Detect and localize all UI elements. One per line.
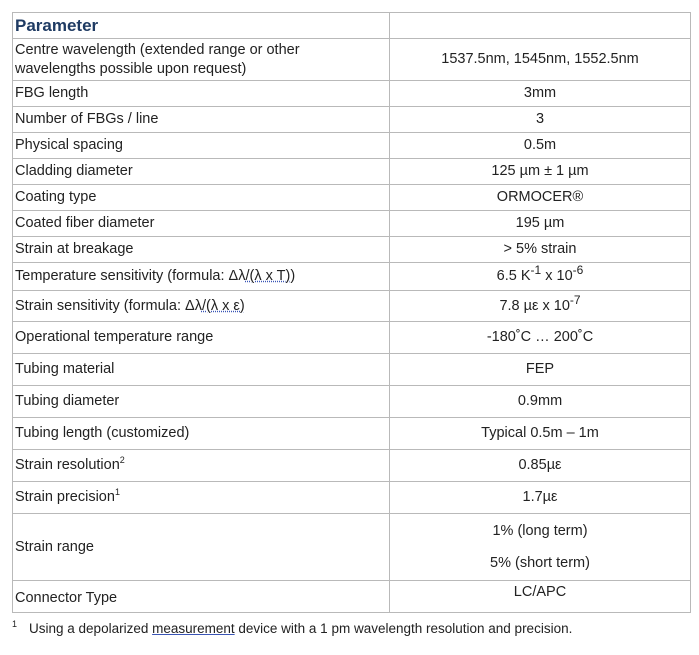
row-label: FBG length xyxy=(13,81,390,107)
header-value xyxy=(390,13,691,39)
row-label xyxy=(13,450,390,482)
footnote-text-before: Using a depolarized xyxy=(29,621,153,636)
row-label: Tubing material xyxy=(13,354,390,386)
table-row xyxy=(13,386,691,418)
row-label: Strain range xyxy=(13,514,390,581)
specification-table xyxy=(12,12,691,613)
row-value: 0.9mm xyxy=(390,386,691,418)
formula-prefix: Temperature sensitivity (formula: Δλ xyxy=(15,268,246,284)
row-label: Coating type xyxy=(13,185,390,211)
row-label xyxy=(13,291,390,322)
row-value: -180˚C … 200˚C xyxy=(390,322,691,354)
table-header-row xyxy=(13,13,691,39)
row-value: ORMOCER® xyxy=(390,185,691,211)
row-value xyxy=(390,263,691,291)
table-row xyxy=(13,450,691,482)
row-value: 0.85µε xyxy=(390,450,691,482)
row-value: FEP xyxy=(390,354,691,386)
table-row xyxy=(13,107,691,133)
row-label: Strain at breakage xyxy=(13,237,390,263)
row-value: LC/APC xyxy=(390,581,691,613)
row-label: Physical spacing xyxy=(13,133,390,159)
row-label xyxy=(13,39,390,81)
range-short-term: 5% (short term) xyxy=(490,554,590,571)
row-value xyxy=(390,291,691,322)
table-row xyxy=(13,185,691,211)
row-value: 1537.5nm, 1545nm, 1552.5nm xyxy=(390,39,691,81)
row-label-line2: wavelengths possible upon request) xyxy=(15,60,247,77)
table-row xyxy=(13,211,691,237)
row-value: 125 µm ± 1 µm xyxy=(390,159,691,185)
value-base: 7.8 µε x 10 xyxy=(499,297,570,314)
formula-suffix: ) xyxy=(290,268,296,284)
value-base: 6.5 K xyxy=(496,268,531,284)
table-row xyxy=(13,133,691,159)
cropped-heading xyxy=(12,0,272,3)
table-row xyxy=(13,322,691,354)
table-row xyxy=(13,159,691,185)
row-label-line1: Centre wavelength (extended range or other xyxy=(15,41,300,58)
value-exponent-1: -1 xyxy=(530,263,542,278)
row-label: Connector Type xyxy=(13,581,390,613)
row-value: 3mm xyxy=(390,81,691,107)
row-label: Number of FBGs / line xyxy=(13,107,390,133)
formula-dotted: /(λ x T xyxy=(245,268,286,284)
row-label: Cladding diameter xyxy=(13,159,390,185)
footnote-underlined-word: measurement xyxy=(152,621,235,636)
table-row xyxy=(13,39,691,81)
footnote-ref: 2 xyxy=(119,455,125,466)
table-row xyxy=(13,581,691,613)
table-row xyxy=(13,81,691,107)
row-label-text: Strain precision xyxy=(15,489,115,505)
footnote-mark: 1 xyxy=(12,619,18,629)
footnote xyxy=(12,621,572,636)
footnote-ref: 1 xyxy=(114,487,120,498)
formula-close-paren: ) xyxy=(239,297,245,314)
row-label xyxy=(13,263,390,291)
header-parameter: Parameter xyxy=(13,13,390,39)
row-value xyxy=(390,514,691,581)
value-exponent: -7 xyxy=(569,292,581,307)
table-row xyxy=(13,291,691,322)
table-row xyxy=(13,237,691,263)
formula-prefix: Strain sensitivity (formula: Δλ xyxy=(15,297,202,314)
value-exponent-2: -6 xyxy=(572,263,584,278)
table-row xyxy=(13,418,691,450)
formula-dotted: /(λ x ε xyxy=(201,297,240,314)
row-value: Typical 0.5m – 1m xyxy=(390,418,691,450)
row-value: 3 xyxy=(390,107,691,133)
row-label: Tubing diameter xyxy=(13,386,390,418)
footnote-text-after: device with a 1 pm wavelength resolution and precision. xyxy=(234,621,573,636)
value-mid: x 10 xyxy=(541,268,573,284)
row-label: Tubing length (customized) xyxy=(13,418,390,450)
row-value: 195 µm xyxy=(390,211,691,237)
table-row xyxy=(13,482,691,514)
row-value: 1.7µε xyxy=(390,482,691,514)
table-row xyxy=(13,354,691,386)
table-row xyxy=(13,514,691,581)
formula-close-paren: ) xyxy=(285,268,291,284)
row-value: 0.5m xyxy=(390,133,691,159)
row-label: Coated fiber diameter xyxy=(13,211,390,237)
range-long-term: 1% (long term) xyxy=(492,522,588,539)
table-row xyxy=(13,263,691,291)
row-value: > 5% strain xyxy=(390,237,691,263)
row-label xyxy=(13,482,390,514)
row-label: Operational temperature range xyxy=(13,322,390,354)
row-label-text: Strain resolution xyxy=(15,457,120,473)
